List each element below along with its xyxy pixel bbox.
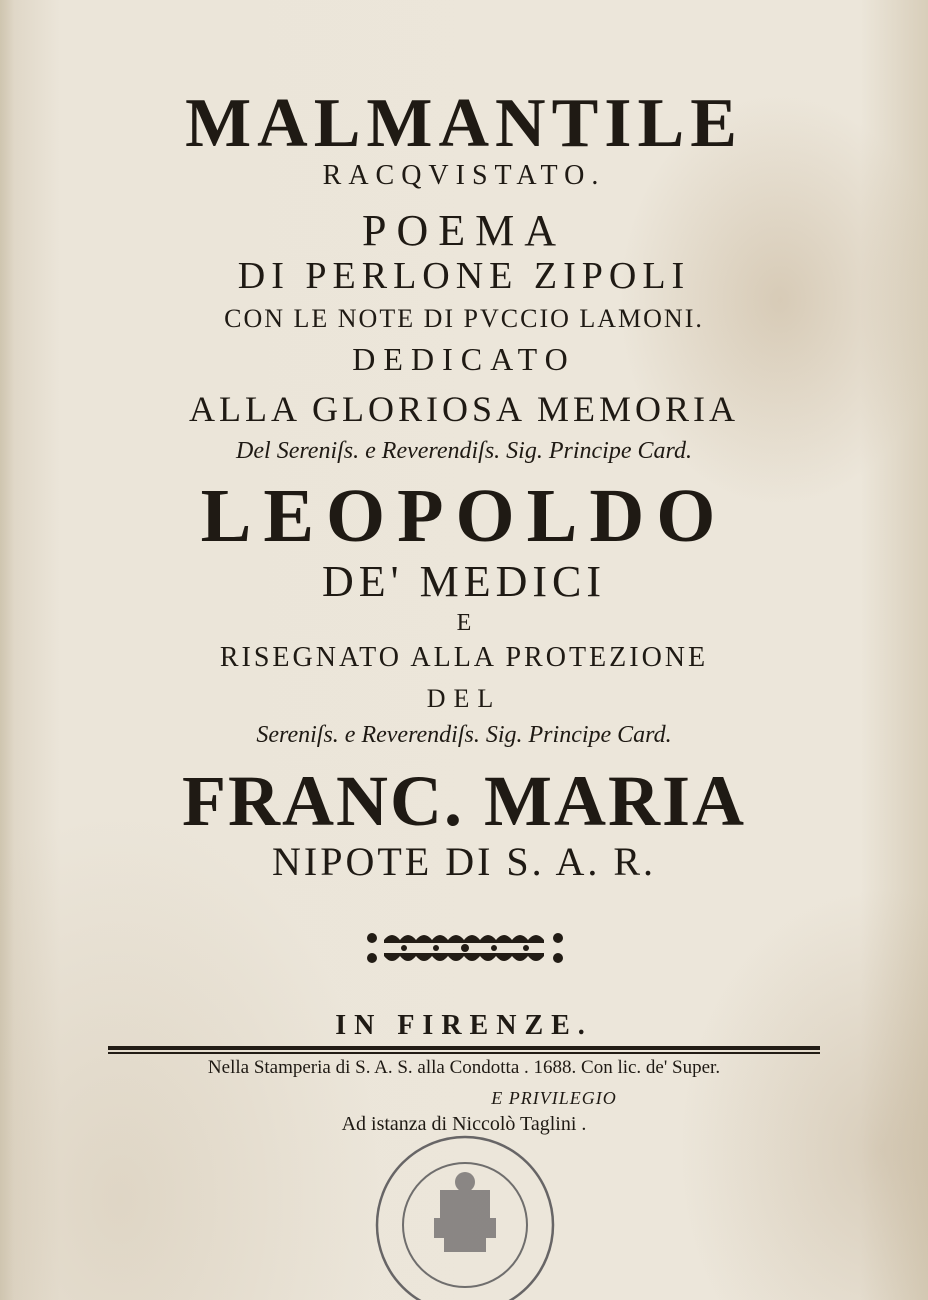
first-patron-family: DE' MEDICI <box>321 557 606 606</box>
book-subtitle: RACQVISTATO. <box>322 160 606 191</box>
conjunction: E <box>456 610 472 636</box>
dedication-line: ALLA GLORIOSA MEMORIA <box>188 389 739 429</box>
second-patron-relation: NIPOTE DI S. A. R. <box>271 839 657 884</box>
printers-ornament-icon <box>360 926 570 970</box>
privilege-line: E PRIVILEGIO <box>491 1088 617 1108</box>
second-patron-titles: Sereniſs. e Reverendiſs. Sig. Principe Card. <box>256 722 672 748</box>
dedication-label: DEDICATO <box>352 341 576 377</box>
author-line: DI PERLONE ZIPOLI <box>237 255 691 297</box>
notes-line: CON LE NOTE DI PVCCIO LAMONI. <box>224 304 704 333</box>
printer-line: Nella Stamperia di S. A. S. alla Condotta . 1688. Con lic. de' Super. <box>207 1057 721 1078</box>
imprint-rule-thin <box>108 1052 820 1054</box>
imprint-place: IN FIRENZE. <box>335 1010 593 1041</box>
instance-line: Ad istanza di Niccolò Taglini . <box>341 1113 587 1135</box>
first-patron-name: LEOPOLDO <box>200 474 728 558</box>
library-stamp-icon <box>370 1130 560 1300</box>
book-title: MALMANTILE <box>185 85 743 162</box>
second-patron-name: FRANC. MARIA <box>182 761 746 841</box>
del-line: DEL <box>426 684 502 713</box>
genre-line: POEMA <box>361 206 567 255</box>
first-patron-titles: Del Sereniſs. e Reverendiſs. Sig. Principe Card. <box>236 438 692 464</box>
imprint-rule <box>108 1046 820 1050</box>
protection-line: RISEGNATO ALLA PROTEZIONE <box>219 642 709 673</box>
